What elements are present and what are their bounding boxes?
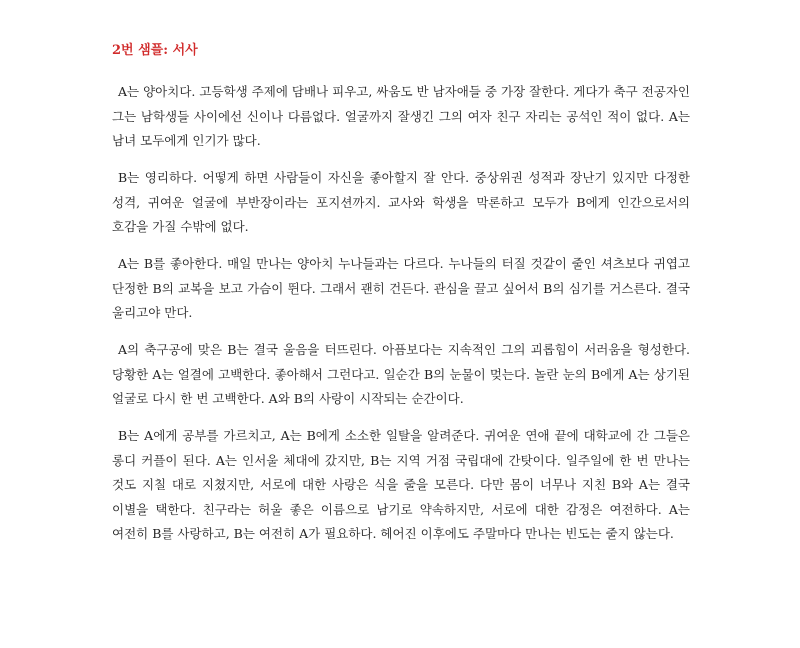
paragraph-4: A의 축구공에 맞은 B는 결국 울음을 터뜨린다. 아픔보다는 지속적인 그의 괴롭힘이 서러움을 형성한다. 당황한 A는 얼결에 고백한다. 좋아해서 그런다고. 일순간 B의 눈물이 멎는다. 놀란 눈의 B에게 A는 상기된 얼굴로 다시 한 번 고백한다. A와 B의 사랑이 시작되는 순간이다.: [112, 342, 690, 406]
document-page: [112, 42, 690, 559]
paragraph-3: A는 B를 좋아한다. 매일 만나는 양아치 누나들과는 다르다. 누나들의 터질 것같이 줄인 셔츠보다 귀엽고 단정한 B의 교복을 보고 가슴이 뛴다. 그래서 괜히 건든다. 관심을 끌고 싶어서 B의 심기를 거스른다. 결국 울리고야 만다.: [112, 256, 690, 320]
paragraph-2: B는 영리하다. 어떻게 하면 사람들이 자신을 좋아할지 잘 안다. 중상위권 성적과 장난기 있지만 다정한 성격, 귀여운 얼굴에 부반장이라는 포지션까지. 교사와 학생을 막론하고 모두가 B에게 인간으로서의 호감을 가질 수밖에 없다.: [112, 170, 690, 234]
paragraph-1: A는 양아치다. 고등학생 주제에 담배나 피우고, 싸움도 반 남자애들 중 가장 잘한다. 게다가 축구 전공자인 그는 남학생들 사이에선 신이나 다름없다. 얼굴까지 잘생긴 그의 여자 친구 자리는 공석인 적이 없다. A는 남녀 모두에게 인기가 많다.: [112, 84, 690, 148]
paragraph-5: B는 A에게 공부를 가르치고, A는 B에게 소소한 일탈을 알려준다. 귀여운 연애 끝에 대학교에 간 그들은 롱디 커플이 된다. A는 인서울 체대에 갔지만, B는 지역 거점 국립대에 간탓이다. 일주일에 한 번 만나는 것도 지칠 대로 지쳤지만, 서로에 대한 사랑은 식을 줄을 모른다. 다만 몸이 너무나 지친 B와 A는 결국 이별을 택한다. 친구라는 허울 좋은 이름으로 남기로 약속하지만, 서로에 대한 감정은 여전하다. A는 여전히 B를 사랑하고, B는 여전히 A가 필요하다. 헤어진 이후에도 주말마다 만나는 빈도는 줄지 않는다.: [112, 428, 690, 541]
document-title: 2번 샘플: 서사: [112, 43, 198, 58]
